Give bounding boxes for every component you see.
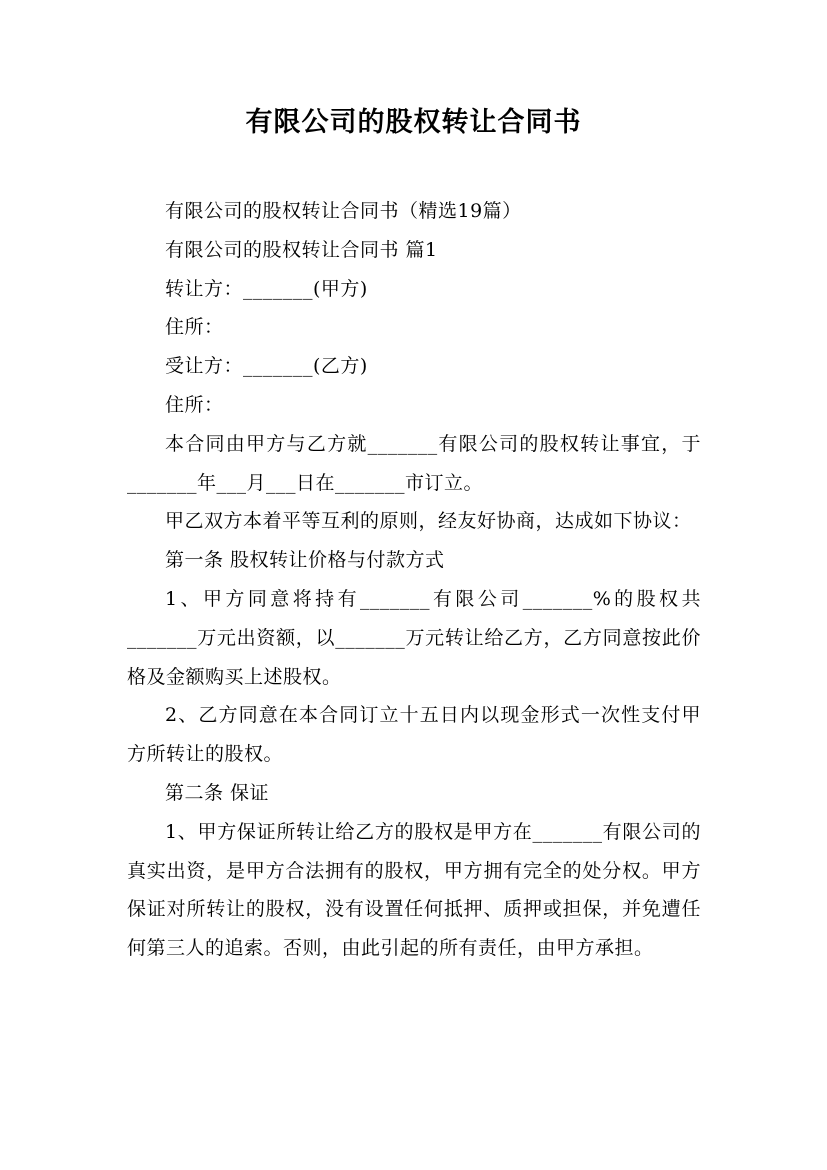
- article-two-clause-1: 1、甲方保证所转让给乙方的股权是甲方在_______有限公司的真实出资，是甲方合法拥有的股权，甲方拥有完全的处分权。甲方保证对所转让的股权，没有设置任何抵押、质押或担保，并免遭任何第三人的追索。否则，由此引起的所有责任，由甲方承担。: [127, 820, 701, 960]
- transferor-line: 转让方：_______(甲方): [165, 277, 368, 300]
- transferee-line: 受让方：_______(乙方): [165, 355, 368, 378]
- document-body: [127, 192, 701, 968]
- agreement-principle-paragraph: 甲乙双方本着平等互利的原则，经友好协商，达成如下协议：: [165, 510, 692, 533]
- article-two-heading: 第二条 保证: [165, 781, 270, 804]
- subtitle-paragraph: 有限公司的股权转让合同书（精选19篇）: [165, 200, 522, 222]
- transferor-address-line: 住所：: [165, 316, 224, 339]
- article-one-clause-2: 2、乙方同意在本合同订立十五日内以现金形式一次性支付甲方所转让的股权。: [127, 704, 701, 766]
- document-title: 有限公司的股权转让合同书: [245, 107, 582, 138]
- transferee-address-line: 住所：: [165, 393, 224, 416]
- article-one-clause-1: 1、甲方同意将持有_______有限公司_______%的股权共_______万元出资额，以_______万元转让给乙方，乙方同意按此价格及金额购买上述股权。: [127, 587, 701, 688]
- section-heading: 有限公司的股权转让合同书 篇1: [165, 238, 438, 261]
- contract-intro-paragraph: 本合同由甲方与乙方就_______有限公司的股权转让事宜，于_______年___月___日在_______市订立。: [127, 432, 701, 494]
- article-one-heading: 第一条 股权转让价格与付款方式: [165, 549, 445, 572]
